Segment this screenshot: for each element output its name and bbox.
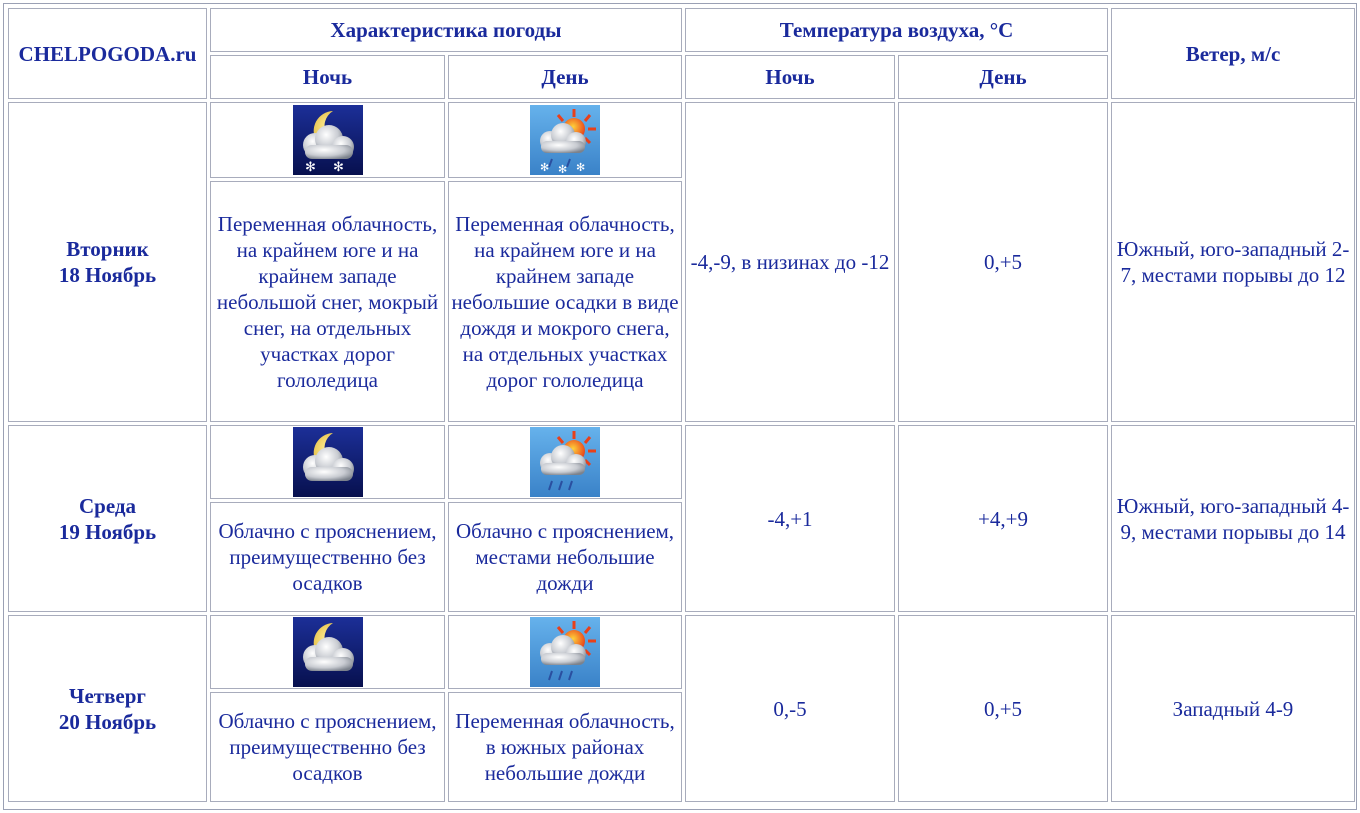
temp-night-cell: -4,-9, в низинах до -12 xyxy=(685,102,895,422)
header-row-1 xyxy=(8,8,1355,52)
date-label: 18 Ноябрь xyxy=(58,263,157,287)
svg-text:✻: ✻ xyxy=(332,160,344,175)
header-char-night: Ночь xyxy=(210,55,445,99)
day-description: Облачно с прояснением, местами небольшие дожди xyxy=(448,502,682,612)
night-icon-cell xyxy=(210,425,445,499)
wind-cell: Южный, юго-западный 2-7, местами порывы до 12 xyxy=(1111,102,1355,422)
sun-cloud-rain-icon xyxy=(530,617,600,687)
temp-night-cell: 0,-5 xyxy=(685,615,895,802)
day-icon-cell xyxy=(448,425,682,499)
wind-cell: Южный, юго-западный 4-9, местами порывы до 14 xyxy=(1111,425,1355,612)
date-label: 20 Ноябрь xyxy=(58,709,157,734)
day-description: Переменная облачность, на крайнем юге и на крайнем западе небольшие осадки в виде дождя и мокрого снега, на отдельных участках дорог гололедица xyxy=(448,181,682,422)
day-row-icons xyxy=(8,102,1355,178)
moon-clouds-snow-icon xyxy=(293,105,363,175)
svg-text:✻: ✻ xyxy=(304,160,316,175)
night-icon-cell xyxy=(210,615,445,689)
day-description: Переменная облачность, в южных районах небольшие дожди xyxy=(448,692,682,802)
moon-clouds-icon xyxy=(293,617,363,687)
temp-day-cell: +4,+9 xyxy=(898,425,1108,612)
day-label-cell xyxy=(8,425,207,612)
date-label: 19 Ноябрь xyxy=(58,519,157,544)
day-row-icons xyxy=(8,425,1355,499)
night-description: Переменная облачность, на крайнем юге и на крайнем западе небольшой снег, мокрый снег, на отдельных участках дорог гололедица xyxy=(210,181,445,422)
forecast-frame xyxy=(3,3,1357,810)
temp-night-cell: -4,+1 xyxy=(685,425,895,612)
header-temp-night: Ночь xyxy=(685,55,895,99)
header-weather-characteristics: Характеристика погоды xyxy=(210,8,682,52)
day-row-icons xyxy=(8,615,1355,689)
moon-clouds-icon xyxy=(293,427,363,497)
wind-cell: Западный 4-9 xyxy=(1111,615,1355,802)
day-label-cell xyxy=(8,102,207,422)
header-air-temperature: Температура воздуха, °C xyxy=(685,8,1108,52)
night-description: Облачно с прояснением, преимущественно без осадков xyxy=(210,502,445,612)
sun-cloud-rain-icon xyxy=(530,427,600,497)
header-char-day: День xyxy=(448,55,682,99)
site-title[interactable]: CHELPOGODA.ru xyxy=(8,8,207,99)
svg-text:✻: ✻ xyxy=(540,161,550,174)
weekday-label: Четверг xyxy=(69,683,146,708)
temp-day-cell: 0,+5 xyxy=(898,102,1108,422)
sun-cloud-rain-snow-icon xyxy=(530,105,600,175)
svg-text:✻: ✻ xyxy=(576,161,586,174)
weekday-label: Вторник xyxy=(66,237,149,261)
svg-text:✻: ✻ xyxy=(558,163,568,175)
night-description: Облачно с прояснением, преимущественно без осадков xyxy=(210,692,445,802)
forecast-table xyxy=(5,5,1358,805)
temp-day-cell: 0,+5 xyxy=(898,615,1108,802)
day-icon-cell xyxy=(448,102,682,178)
night-icon-cell xyxy=(210,102,445,178)
header-temp-day: День xyxy=(898,55,1108,99)
header-wind: Ветер, м/с xyxy=(1111,8,1355,99)
day-label-cell xyxy=(8,615,207,802)
weekday-label: Среда xyxy=(78,493,136,518)
day-icon-cell xyxy=(448,615,682,689)
